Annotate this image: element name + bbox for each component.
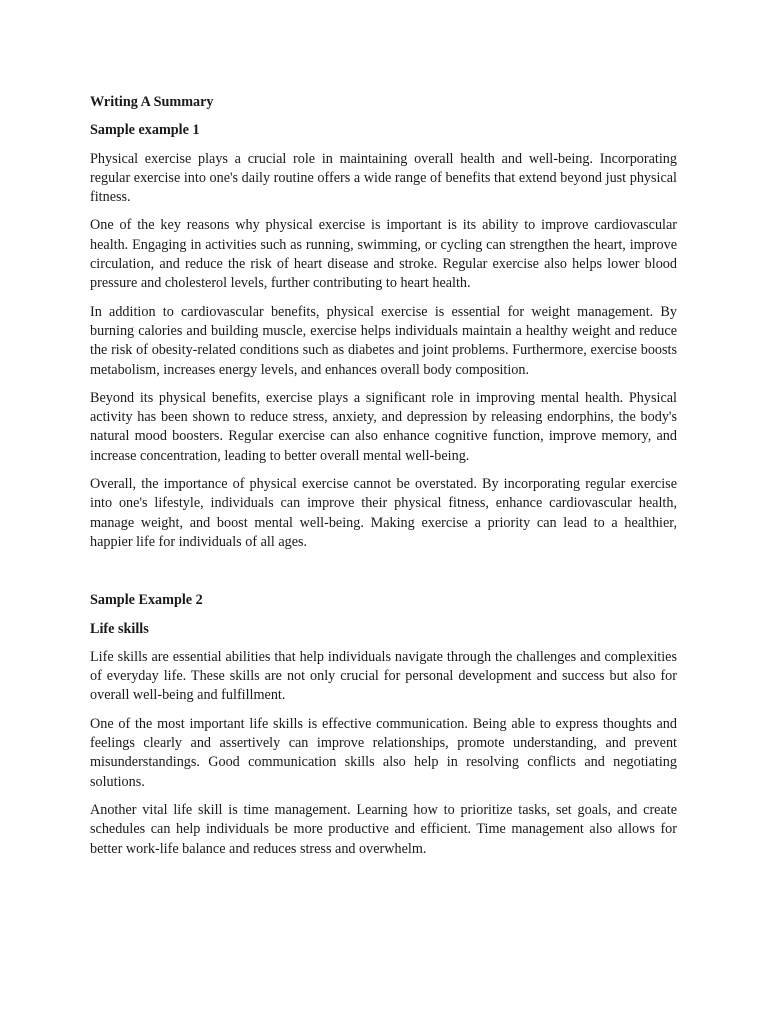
example2-subheading: Life skills bbox=[90, 620, 149, 637]
document-page bbox=[90, 93, 677, 868]
example1-paragraph: Physical exercise plays a crucial role in maintaining overall health and well-being. Incorporating regular exercise into one's daily routine offers a wide range of benefits that extend beyond just physical fitness. bbox=[90, 150, 677, 206]
example2-paragraph: Life skills are essential abilities that help individuals navigate through the challenges and complexities of everyday life. These skills are not only crucial for personal development and success but also for overall well-being and fulfillment. bbox=[90, 648, 677, 704]
example1-paragraph: One of the key reasons why physical exercise is important is its ability to improve cardiovascular health. Engaging in activities such as running, swimming, or cycling can strengthen the heart, improve circulation, and reduce the risk of heart disease and stroke. Regular exercise also helps lower blood pressure and cholesterol levels, further contributing to heart health. bbox=[90, 217, 677, 292]
document-title: Writing A Summary bbox=[90, 94, 214, 110]
section-spacer bbox=[90, 561, 677, 591]
example2-heading: Sample Example 2 bbox=[90, 592, 203, 609]
example2-paragraph: One of the most important life skills is effective communication. Being able to express thoughts and feelings clearly and assertively can improve relationships, promote understanding, and prevent misunderstandings. Good communication skills also help in resolving conflicts and negotiating solutions. bbox=[90, 715, 677, 790]
example1-paragraph: In addition to cardiovascular benefits, physical exercise is essential for weight management. By burning calories and building muscle, exercise helps individuals maintain a healthy weight and reduce the risk of obesity-related conditions such as diabetes and joint problems. Furthermore, exercise boosts metabolism, increases energy levels, and enhances overall body composition. bbox=[90, 303, 677, 378]
example1-paragraph: Overall, the importance of physical exercise cannot be overstated. By incorporating regular exercise into one's lifestyle, individuals can improve their physical fitness, enhance cardiovascular health, manage weight, and boost mental well-being. Making exercise a priority can lead to a healthier, happier life for individuals of all ages. bbox=[90, 476, 677, 550]
example1-heading: Sample example 1 bbox=[90, 122, 200, 139]
example1-paragraph: Beyond its physical benefits, exercise plays a significant role in improving mental health. Physical activity has been shown to reduce stress, anxiety, and depression by releasing endorphins, the body's natural mood boosters. Regular exercise can also enhance cognitive function, improve memory, and increase concentration, leading to better overall mental well-being. bbox=[90, 389, 677, 464]
example2-paragraph: Another vital life skill is time management. Learning how to prioritize tasks, set goals, and create schedules can help individuals be more productive and efficient. Time management also allows for better work-life balance and reduces stress and overwhelm. bbox=[90, 801, 677, 857]
